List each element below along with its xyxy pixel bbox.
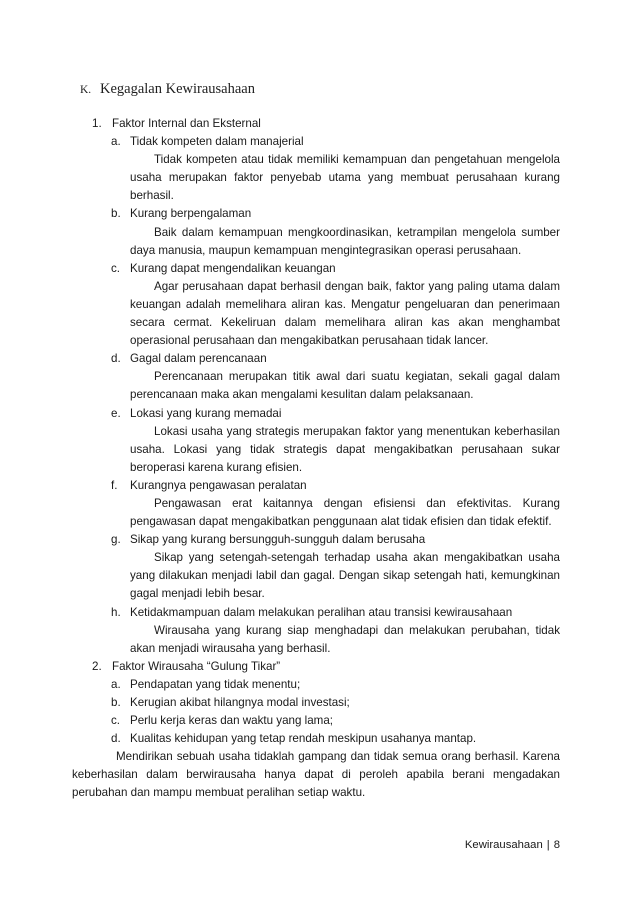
item-letter: c.	[111, 261, 121, 275]
item-letter: b.	[111, 696, 121, 709]
item-paragraph: Sikap yang setengah-setengah terhadap usaha akan mengakibatkan usaha yang dilakukan menjadi labil dan gagal. Dengan sikap setengah hati, kemungkinan gagal menjadi lebih besar.	[130, 551, 560, 601]
footer-separator: |	[546, 839, 550, 851]
item-title-text: Kurang dapat mengendalikan keuangan	[130, 261, 336, 275]
section-number: 1.	[92, 117, 102, 130]
item-title-text: Tidak kompeten dalam manajerial	[130, 135, 304, 149]
item-letter: a.	[111, 135, 121, 149]
list-item	[111, 531, 560, 603]
item-letter: a.	[111, 677, 121, 691]
list-item	[111, 260, 560, 350]
closing-paragraph: Mendirikan sebuah usaha tidaklah gampang dan tidak semua orang berhasil. Karena keberhasilan dalam berwirausaha hanya dapat di peroleh apabila berani mengadakan perubahan dan mampu membuat peralihan setiap waktu.	[72, 750, 560, 800]
item-paragraph: Pengawasan erat kaitannya dengan efisiensi dan efektivitas. Kurang pengawasan dapat mengakibatkan penggunaan alat tidak efisien dan tidak efektif.	[130, 496, 560, 529]
item-letter: b.	[111, 207, 121, 221]
item-title-text: Lokasi yang kurang memadai	[130, 406, 282, 420]
item-title	[111, 477, 560, 495]
item-letter: e.	[111, 406, 121, 420]
list-item-text: Pendapatan yang tidak menentu;	[130, 677, 301, 691]
item-title	[111, 133, 560, 151]
item-letter: h.	[111, 605, 121, 619]
item-letter: d.	[111, 732, 121, 746]
page-footer	[465, 836, 560, 854]
item-letter: f.	[111, 478, 118, 492]
item-paragraph: Perencanaan merupakan titik awal dari suatu kegiatan, sekali gagal dalam perencanaan maka akan mengalami kesulitan dalam pelaksanaan.	[130, 370, 560, 402]
list-item	[111, 676, 560, 694]
section-heading-title: Kegagalan Kewirausahaan	[100, 81, 255, 97]
section-number: 2.	[92, 659, 102, 673]
item-title	[111, 350, 560, 368]
section-heading	[80, 80, 255, 99]
item-title	[111, 260, 560, 278]
list-item-text: Perlu kerja keras dan waktu yang lama;	[130, 714, 333, 728]
list-item	[111, 205, 560, 259]
item-paragraph: Wirausaha yang kurang siap menghadapi dan melakukan perubahan, tidak akan menjadi wirausaha yang berhasil.	[130, 623, 560, 655]
section-title-text: Faktor Wirausaha “Gulung Tikar”	[112, 659, 281, 673]
item-title-text: Kurangnya pengawasan peralatan	[130, 478, 307, 492]
item-letter: d.	[111, 352, 121, 366]
section-title	[92, 115, 560, 133]
page-number: 8	[553, 839, 560, 851]
list-item	[111, 712, 560, 730]
item-letter: c.	[111, 714, 121, 728]
section-title	[92, 658, 560, 676]
section-gulung-tikar	[72, 658, 560, 803]
list-item-text: Kualitas kehidupan yang tetap rendah meskipun usahanya mantap.	[130, 732, 477, 746]
item-letter: g.	[111, 533, 121, 547]
footer-label: Kewirausahaan	[464, 839, 543, 851]
list-item	[111, 694, 560, 712]
item-paragraph: Agar perusahaan dapat berhasil dengan baik, faktor yang paling utama dalam keuangan adalah memelihara aliran kas. Mengatur pengeluaran dan penerimaan secara cermat. Kekeliruan dalam memelihara aliran kas akan menghambat operasional perusahaan dan mengakibatkan perusahaan tidak lancer.	[130, 279, 560, 348]
section-internal-external	[92, 115, 560, 658]
list-item-text: Kerugian akibat hilangnya modal investasi;	[130, 696, 350, 709]
list-item	[111, 604, 560, 658]
section-title-text: Faktor Internal dan Eksternal	[112, 117, 261, 130]
item-title-text: Kurang berpengalaman	[130, 207, 252, 221]
item-title	[111, 531, 560, 549]
item-paragraph: Lokasi usaha yang strategis merupakan faktor yang menentukan keberhasilan usaha. Lokasi yang tidak strategis dapat mengakibatkan perusahaan sukar beroperasi karena kurang efisien.	[130, 424, 560, 474]
list-item	[111, 350, 560, 404]
body-content	[72, 115, 560, 803]
item-title-text: Gagal dalam perencanaan	[130, 352, 267, 366]
item-title	[111, 405, 560, 423]
item-title-text: Sikap yang kurang bersungguh-sungguh dalam berusaha	[130, 533, 426, 547]
list-item	[111, 477, 560, 531]
list-item	[111, 730, 560, 748]
item-title	[111, 604, 560, 622]
item-paragraph: Tidak kompeten atau tidak memiliki kemampuan dan pengetahuan mengelola usaha merupakan faktor penyebab utama yang membuat perusahaan kurang berhasil.	[130, 153, 560, 203]
item-title	[111, 205, 560, 223]
list-item	[111, 133, 560, 205]
section-heading-letter: K.	[80, 84, 92, 96]
list-item	[111, 405, 560, 477]
item-title-text: Ketidakmampuan dalam melakukan peralihan atau transisi kewirausahaan	[130, 605, 513, 619]
item-paragraph: Baik dalam kemampuan mengkoordinasikan, ketrampilan mengelola sumber daya manusia, maupun kemampuan mengintegrasikan operasi perusahaan.	[130, 225, 560, 257]
